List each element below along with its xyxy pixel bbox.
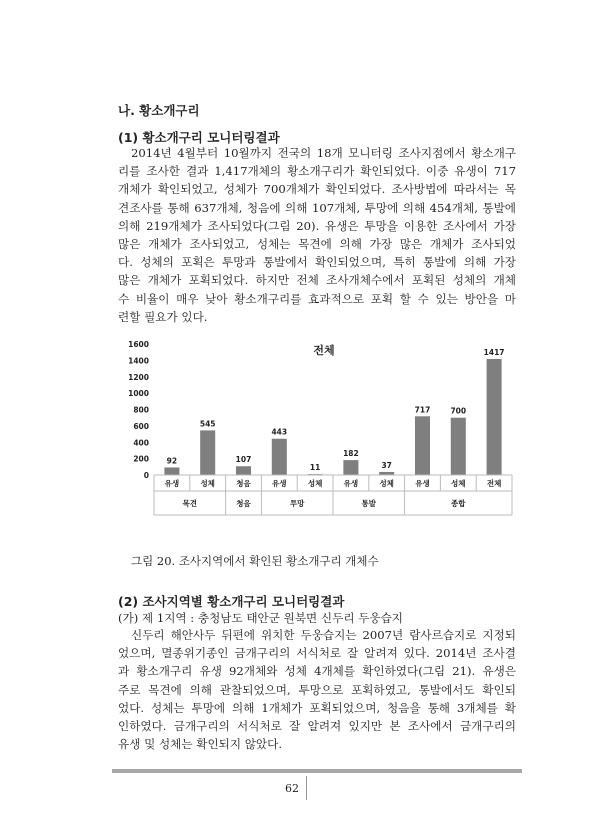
paragraph1-line: 리를 조사한 결과 1,417개체의 황소개구리가 확인되었다. 이중 유생이 717 <box>118 164 516 179</box>
x-tick-label: 유생 <box>272 479 287 488</box>
bar <box>487 359 502 475</box>
y-tick-label: 400 <box>133 438 149 448</box>
bar <box>272 439 287 475</box>
x-tick-label: 성체 <box>379 479 394 488</box>
bar <box>236 466 251 475</box>
y-tick-label: 0 <box>143 471 149 480</box>
paragraph2-line: 었으며, 멸종위기종인 금개구리의 서식처로 잘 알려져 있다. 2014년 조사결 <box>118 646 516 661</box>
y-tick-label: 1200 <box>128 372 149 382</box>
paragraph1-line: 다. 성체의 포획은 투망과 통발에서 확인되었으며, 특히 통발에 의해 가장 <box>118 255 516 270</box>
y-tick-label: 1600 <box>128 340 149 349</box>
y-tick-label: 800 <box>133 405 149 415</box>
x-tick-label: 성체 <box>200 479 215 488</box>
footer-divider <box>306 776 307 800</box>
bar-value-label: 11 <box>309 463 321 473</box>
section-heading: 나. 황소개구리 <box>118 103 200 118</box>
paragraph1-line: 많은 개체가 조사되었고, 성체는 목견에 의해 가장 많은 개체가 조사되었 <box>118 237 516 252</box>
group-label: 목견 <box>182 499 198 508</box>
x-tick-label: 유생 <box>164 479 180 488</box>
x-tick-label: 성체 <box>451 479 466 488</box>
group-label: 통발 <box>361 499 377 508</box>
paragraph-monitoring-results <box>118 144 516 326</box>
bar-value-label: 37 <box>381 460 392 470</box>
bar-value-label: 107 <box>235 455 252 465</box>
subsection-heading-monitoring: (1) 황소개구리 모니터링결과 <box>118 130 280 145</box>
paragraph1-line: 의해 219개체가 조사되었다(그림 20). 유생은 투망을 이용한 조사에서 가장 <box>118 218 516 233</box>
footer-rule <box>112 769 522 773</box>
site-heading: (가) 제 1지역 : 충청남도 태안군 원북면 신두리 두웅습지 <box>118 611 404 625</box>
group-label: 종합 <box>451 499 466 508</box>
bar <box>415 416 430 475</box>
bar-value-label: 700 <box>450 406 467 416</box>
paragraph2-line: 신두리 해안사두 뒤편에 위치한 두웅습지는 2007년 람사르습지로 지정되 <box>131 628 516 642</box>
bullfrog-count-chart <box>116 336 524 526</box>
paragraph1-line: 수 비율이 매우 낮아 황소개구리를 효과적으로 포획 할 수 있는 방안을 마 <box>118 291 516 306</box>
paragraph2-line: 주로 목견에 의해 관찰되었으며, 투망으로 포획하였고, 통발에서도 확인되 <box>118 682 516 697</box>
group-label: 투망 <box>289 499 305 508</box>
paragraph2-line: 인하였다. 금개구리의 서식처로 잘 알려져 있지만 본 조사에서 금개구리의 <box>118 719 516 734</box>
bar <box>164 467 179 475</box>
y-tick-label: 600 <box>133 421 149 431</box>
figure-caption: 그림 20. 조사지역에서 확인된 황소개구리 개체수 <box>131 554 379 568</box>
y-tick-label: 200 <box>133 454 149 464</box>
bar <box>451 418 466 475</box>
bar-value-label: 443 <box>271 427 288 437</box>
bar-value-label: 1417 <box>483 347 505 357</box>
paragraph1-line: 많은 개체가 포획되었다. 하지만 전체 조사개체수에서 포획된 성체의 개체 <box>118 273 516 288</box>
bar <box>200 430 215 475</box>
paragraph2-line: 었다. 성체는 투망에 의해 1개체가 포획되었으며, 청음을 통해 3개체를 확 <box>118 700 516 715</box>
paragraph2-line: 유생 및 성체는 확인되지 않았다. <box>118 737 283 752</box>
paragraph1-line: 2014년 4월부터 10월까지 전국의 18개 모니터링 조사지점에서 황소개구 <box>131 146 516 160</box>
x-tick-label: 전체 <box>486 479 502 488</box>
x-tick-label: 유생 <box>343 479 359 488</box>
bar-value-label: 545 <box>199 419 216 429</box>
y-tick-label: 1000 <box>128 389 149 399</box>
x-tick-label: 성체 <box>307 479 323 488</box>
bar-value-label: 92 <box>166 456 178 466</box>
group-label: 청음 <box>236 499 251 508</box>
x-tick-label: 유생 <box>415 479 430 488</box>
paragraph1-line: 련할 필요가 있다. <box>118 309 208 324</box>
page-number: 62 <box>285 782 299 795</box>
paragraph2-line: 과 황소개구리 유생 92개체와 성체 4개체를 확인하였다(그림 21). 유생은 <box>118 664 516 679</box>
y-tick-label: 1400 <box>128 356 149 366</box>
paragraph1-line: 견조사를 통해 637개체, 청음에 의해 107개체, 투망에 의해 454개체, 통발에 <box>118 200 516 215</box>
x-tick-label: 청음 <box>236 479 251 488</box>
bar-value-label: 182 <box>343 449 359 459</box>
bar-value-label: 717 <box>414 405 431 415</box>
paragraph-site-results <box>118 626 516 753</box>
subsection-heading-by-site: (2) 조사지역별 황소개구리 모니터링결과 <box>118 594 345 609</box>
chart-title: 전체 <box>313 344 335 357</box>
bar <box>343 460 358 475</box>
paragraph1-line: 개체가 확인되었고, 성체가 700개체가 확인되었다. 조사방법에 따라서는 목 <box>118 182 516 197</box>
